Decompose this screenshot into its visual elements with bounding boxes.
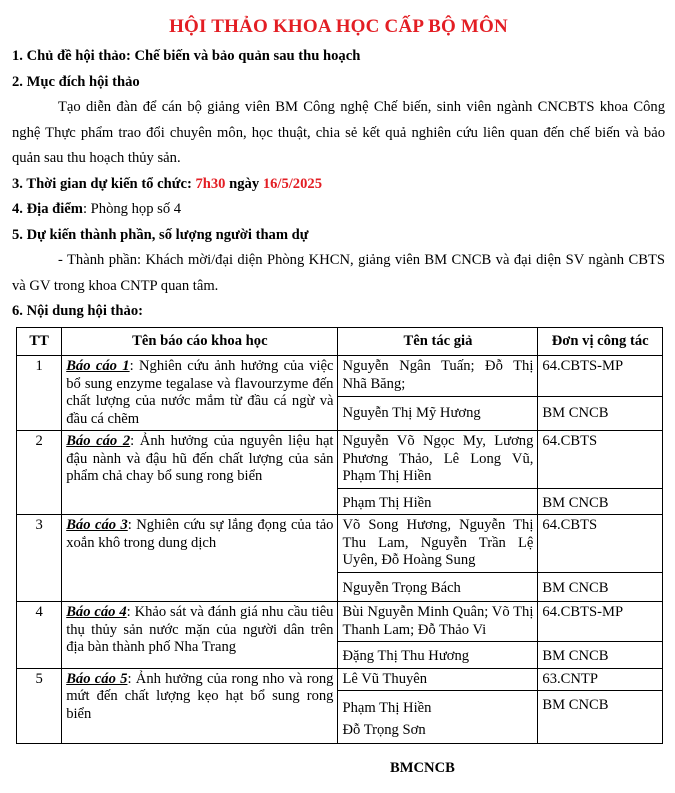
unit-cell: BM CNCB [538, 397, 663, 431]
table-row [17, 602, 663, 642]
author-cell: Lê Vũ Thuyên [338, 668, 538, 691]
agenda-table [16, 327, 663, 745]
report-title-cell [62, 431, 338, 515]
section-4-value: : Phòng họp số 4 [82, 201, 182, 217]
report-title: : Nghiên cứu ảnh hưởng của việc bổ sung enzyme tegalase và flavourzyme đến chất lượng của nước mắm từ đầu cá ngừ và đầu cá chẽm [66, 358, 334, 427]
table-row [17, 668, 663, 691]
author-cell: Nguyễn Ngân Tuấn; Đỗ Thị Nhã Băng; [338, 356, 538, 397]
footer-signature: BMCNCB [390, 760, 455, 776]
report-title: : Ảnh hưởng của rong nho và rong mứt đến chất lượng kẹo hạt bổ sung rong biển [66, 670, 334, 722]
report-title: : Nghiên cứu sự lắng đọng của tảo xoắn khô trong dung dịch [66, 517, 334, 551]
unit-cell: 64.CBTS [538, 431, 663, 489]
page-title: HỘI THẢO KHOA HỌC CẤP BỘ MÔN [169, 16, 508, 37]
section-2-heading: 2. Mục đích hội thảo [12, 73, 140, 90]
author-cell: Bùi Nguyễn Minh Quân; Võ Thị Thanh Lam; Đỗ Thảo Vi [338, 602, 538, 642]
unit-cell: 64.CBTS-MP [538, 602, 663, 642]
report-label: Báo cáo 1 [66, 358, 130, 374]
table-header-row [17, 327, 663, 356]
report-label: Báo cáo 4 [66, 604, 127, 620]
row-number: 2 [17, 431, 62, 515]
report-title-cell [62, 602, 338, 669]
row-number: 4 [17, 602, 62, 669]
section-3-label: 3. Thời gian dự kiến tổ chức: [12, 175, 192, 192]
author-cell: Phạm Thị Hiền [338, 488, 538, 515]
row-number: 5 [17, 668, 62, 744]
report-label: Báo cáo 3 [66, 517, 128, 533]
author-cell: Đặng Thị Thu Hương [338, 642, 538, 669]
section-5-text: - Thành phần: Khách mời/đại diện Phòng KHCN, giảng viên BM CNCB và đại diện SV ngành CBTS và GV trong khoa CNTP quan tâm. [12, 252, 665, 294]
author-cell: Nguyễn Võ Ngọc My, Lương Phương Thảo, Lê Long Vũ, Phạm Thị Hiền [338, 431, 538, 489]
section-3-hour: 7h30 [195, 175, 226, 192]
section-2-text: Tạo diễn đàn để cán bộ giảng viên BM Công nghệ Chế biến, sinh viên ngành CNCBTS khoa Công nghệ Thực phẩm trao đổi chuyên môn, học thuật, chia sẻ kết quả nghiên cứu liên quan đến chế biến và bảo quản sau thu hoạch thủy sản. [12, 99, 665, 166]
section-4-location [12, 197, 665, 223]
report-label: Báo cáo 5 [66, 670, 128, 687]
table-row [17, 515, 663, 573]
header-tt: TT [17, 327, 62, 356]
report-title: : Ảnh hưởng của nguyên liệu hạt đậu nành và đậu hũ đến chất lượng của sản phẩm chả chay bổ sung rong biển [66, 433, 334, 484]
report-label: Báo cáo 2 [66, 433, 131, 449]
report-title: : Khảo sát và đánh giá nhu cầu tiêu thụ thủy sản nước mặn của người dân trên địa bàn thành phố Nha Trang [66, 604, 334, 655]
unit-cell: BM CNCB [538, 691, 663, 744]
author-name: Phạm Thị Hiền [342, 700, 432, 716]
unit-cell: 64.CBTS [538, 515, 663, 573]
section-4-label: 4. Địa điểm [12, 201, 83, 217]
unit-cell: 64.CBTS-MP [538, 356, 663, 397]
section-5-heading: 5. Dự kiến thành phần, số lượng người tham dự [12, 226, 309, 243]
header-unit: Đơn vị công tác [538, 327, 663, 356]
unit-cell: BM CNCB [538, 572, 663, 602]
header-author: Tên tác giả [338, 327, 538, 356]
report-title-cell [62, 356, 338, 431]
header-report: Tên báo cáo khoa học [62, 327, 338, 356]
report-title-cell [62, 515, 338, 602]
author-cell: Nguyễn Thị Mỹ Hương [338, 397, 538, 431]
author-cell [338, 691, 538, 744]
unit-cell: BM CNCB [538, 642, 663, 669]
section-1-topic: 1. Chủ đề hội thảo: Chế biến và bảo quản sau thu hoạch [12, 48, 361, 64]
section-3-date: 16/5/2025 [262, 175, 322, 192]
row-number: 3 [17, 515, 62, 602]
section-6-heading: 6. Nội dung hội thảo: [12, 303, 143, 319]
author-name: Đỗ Trọng Sơn [342, 722, 426, 738]
section-3-mid: ngày [229, 175, 260, 192]
unit-cell: 63.CNTP [538, 668, 663, 691]
table-row [17, 356, 663, 397]
author-cell: Nguyễn Trọng Bách [338, 572, 538, 602]
author-cell: Võ Song Hương, Nguyễn Thị Thu Lam, Nguyễn Trần Lệ Uyên, Đỗ Hoàng Sung [338, 515, 538, 573]
section-3-time [12, 172, 665, 198]
report-title-cell [62, 668, 338, 744]
row-number: 1 [17, 356, 62, 431]
unit-cell: BM CNCB [538, 488, 663, 515]
table-row [17, 431, 663, 489]
